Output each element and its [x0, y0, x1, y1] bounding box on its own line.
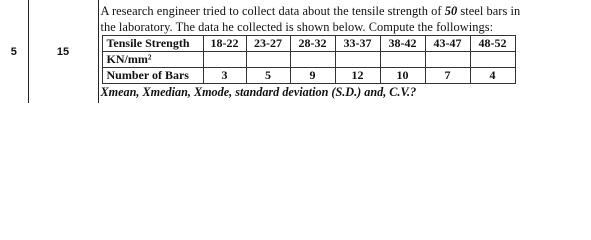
range-cell: 43-47 [425, 36, 470, 52]
tasks-text: Xmean, Xmedian, Xmode, standard deviation (S.D.) and, C.V.? [100, 85, 417, 99]
count-cell: 9 [290, 68, 335, 84]
count-cell: 3 [203, 68, 246, 84]
range-cell: 33-37 [335, 36, 380, 52]
frequency-table [102, 35, 516, 84]
question-text-line-1: A research engineer tried to collect data about the tensile strength of 50 steel bars in [100, 4, 521, 18]
range-cell: 38-42 [380, 36, 425, 52]
count-cell: 4 [470, 68, 515, 84]
count-cell: 12 [335, 68, 380, 84]
question-table [0, 0, 591, 103]
question-text-line-2: the laboratory. The data he collected is shown below. Compute the followings: [100, 20, 494, 34]
bars-label: Number of Bars [102, 68, 203, 84]
bars-row [102, 68, 515, 84]
range-cell: 23-27 [246, 36, 290, 52]
range-cell: 28-32 [290, 36, 335, 52]
count-cell: 7 [425, 68, 470, 84]
bar-count-emphasis: 50 [444, 4, 458, 18]
strength-label: Tensile Strength [102, 36, 203, 52]
question-marks: 15 [28, 0, 98, 103]
unit-label: KN/mm² [102, 52, 203, 68]
count-cell: 5 [246, 68, 290, 84]
count-cell: 10 [380, 68, 425, 84]
question-number: 5 [0, 0, 28, 103]
range-cell: 18-22 [203, 36, 246, 52]
question-body [98, 0, 591, 103]
range-cell: 48-52 [470, 36, 515, 52]
unit-row [102, 52, 515, 68]
strength-header-row [102, 36, 515, 52]
